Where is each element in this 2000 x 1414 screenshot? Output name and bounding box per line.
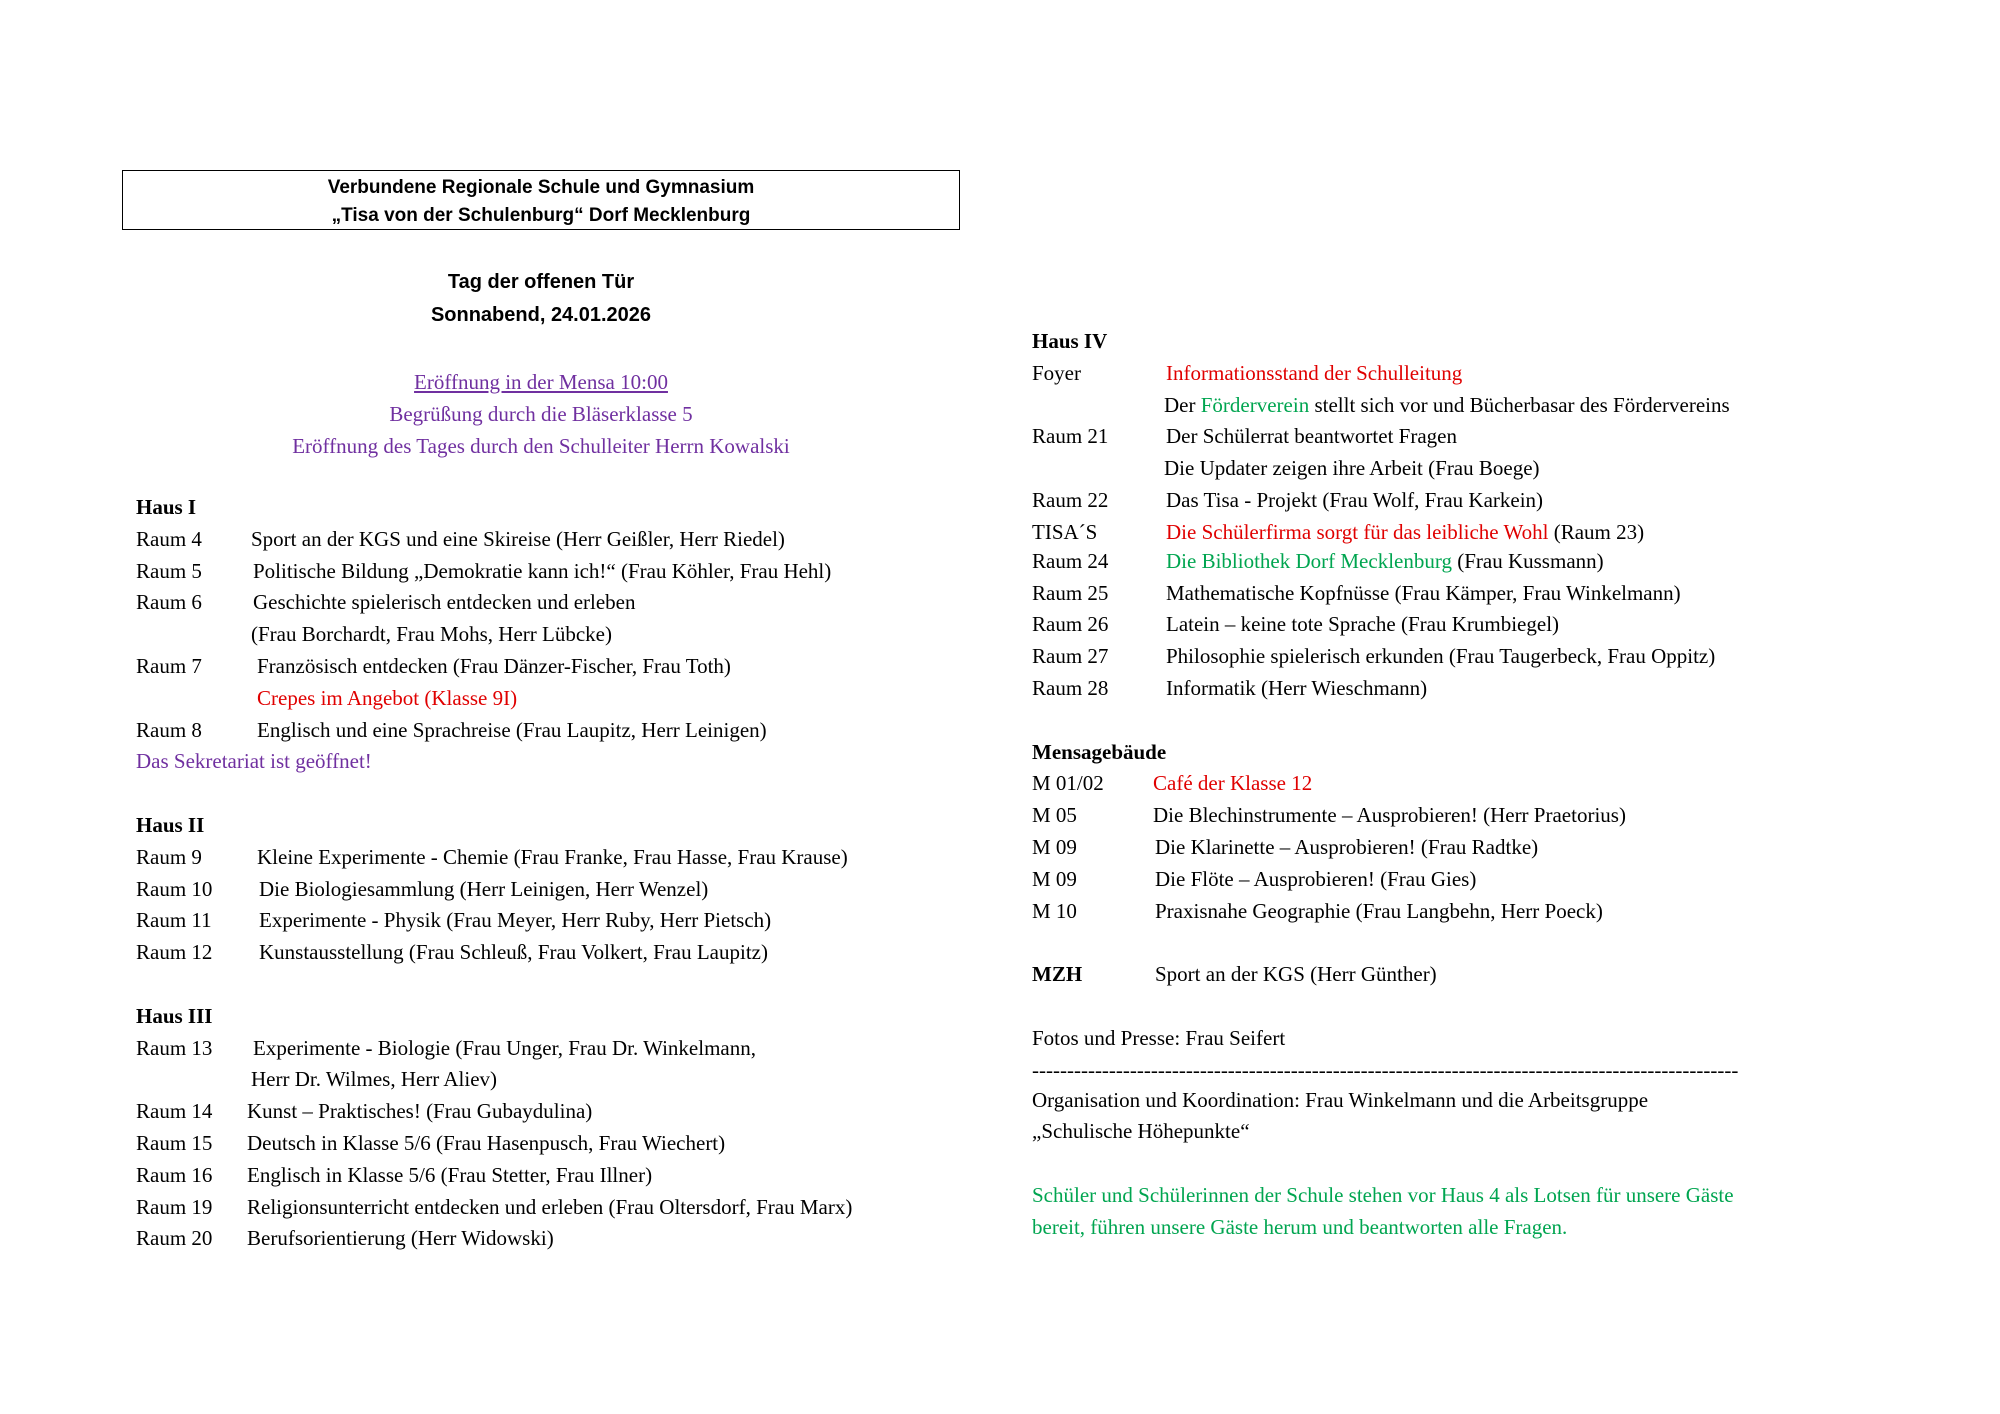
- room-label: Foyer: [1032, 360, 1081, 385]
- room-activity: Der Schülerrat beantwortet Fragen: [1166, 424, 1457, 449]
- room-label: Raum 16: [136, 1162, 213, 1187]
- room-activity: Praxisnahe Geographie (Frau Langbehn, Herr Poeck): [1155, 898, 1603, 923]
- program-row-continued: [136, 619, 996, 651]
- room-label: Raum 6: [136, 590, 202, 615]
- organisation-line2: „Schulische Höhepunkte“: [1032, 1119, 1250, 1144]
- room-activity: Politische Bildung „Demokratie kann ich!“ (Frau Köhler, Frau Hehl): [253, 558, 832, 583]
- program-row: [136, 905, 996, 937]
- haus2-heading: Haus II: [136, 812, 205, 837]
- program-row: [136, 556, 996, 588]
- mzh-heading: MZH: [1032, 962, 1083, 987]
- program-row: [1032, 609, 1932, 641]
- lotsen-note-line1: Schüler und Schülerinnen der Schule stehen vor Haus 4 als Lotsen für unsere Gäste: [1032, 1182, 1734, 1207]
- schuelerfirma-highlight: Die Schülerfirma sorgt für das leibliche Wohl: [1166, 519, 1549, 544]
- room-label: Raum 15: [136, 1130, 213, 1155]
- room-label: Raum 22: [1032, 487, 1109, 512]
- room-activity: Religionsunterricht entdecken und erleben (Frau Oltersdorf, Frau Marx): [247, 1194, 853, 1219]
- room-label: M 09: [1032, 866, 1077, 891]
- program-row: [136, 1096, 996, 1128]
- room-activity: Die Updater zeigen ihre Arbeit (Frau Boege): [1164, 456, 1540, 481]
- room-label: M 10: [1032, 898, 1077, 923]
- room-label: Raum 11: [136, 908, 212, 933]
- room-label: Raum 8: [136, 717, 202, 742]
- room-activity: Französisch entdecken (Frau Dänzer-Fischer, Frau Toth): [257, 653, 731, 678]
- room-activity: [1164, 390, 1730, 422]
- program-row-continued: [1032, 390, 1932, 422]
- sekretariat-note: Das Sekretariat ist geöffnet!: [136, 749, 372, 774]
- text-segment: stellt sich vor und Bücherbasar des Fördervereins: [1309, 392, 1730, 417]
- program-row: [136, 1160, 996, 1192]
- program-row: [1032, 768, 1932, 800]
- program-row: [1032, 832, 1932, 864]
- event-title: [122, 266, 960, 332]
- room-label: Raum 5: [136, 558, 202, 583]
- program-row: [136, 1192, 996, 1224]
- room-label: M 09: [1032, 834, 1077, 859]
- room-activity: Deutsch in Klasse 5/6 (Frau Hasenpusch, Frau Wiechert): [247, 1130, 726, 1155]
- room-activity: Experimente - Biologie (Frau Unger, Frau Dr. Winkelmann,: [253, 1035, 756, 1060]
- room-activity: Englisch in Klasse 5/6 (Frau Stetter, Frau Illner): [247, 1162, 653, 1187]
- room-activity: Das Tisa - Projekt (Frau Wolf, Frau Karkein): [1166, 487, 1544, 512]
- program-row: [136, 651, 996, 683]
- room-activity: Die Biologiesammlung (Herr Leinigen, Herr Wenzel): [259, 876, 709, 901]
- fotos-presse: Fotos und Presse: Frau Seifert: [1032, 1025, 1286, 1050]
- event-name: Tag der offenen Tür: [447, 271, 635, 293]
- room-label: Raum 13: [136, 1035, 213, 1060]
- room-label: Raum 21: [1032, 424, 1109, 449]
- program-row: [1032, 959, 1932, 991]
- school-name-line1: Verbundene Regionale Schule und Gymnasium: [327, 177, 755, 198]
- room-activity: Die Blechinstrumente – Ausprobieren! (Herr Praetorius): [1153, 803, 1626, 828]
- program-row-continued: [1032, 453, 1932, 485]
- room-activity: Die Flöte – Ausprobieren! (Frau Gies): [1155, 866, 1477, 891]
- program-row: [1032, 358, 1932, 390]
- program-row: [136, 937, 996, 969]
- school-name-box: [122, 170, 960, 230]
- text-segment: Der: [1164, 392, 1201, 417]
- room-label: Raum 9: [136, 844, 202, 869]
- room-activity: [1166, 517, 1644, 549]
- program-row: [1032, 421, 1932, 453]
- room-activity: Mathematische Kopfnüsse (Frau Kämper, Frau Winkelmann): [1166, 580, 1681, 605]
- room-activity: (Frau Borchardt, Frau Mohs, Herr Lübcke): [251, 622, 612, 647]
- program-row: [136, 874, 996, 906]
- text-segment: (Raum 23): [1548, 519, 1645, 544]
- room-label: TISA´S: [1032, 519, 1098, 544]
- room-label: M 01/02: [1032, 771, 1104, 796]
- room-activity: [1166, 546, 1604, 578]
- program-row: [136, 587, 996, 619]
- program-row: [1032, 896, 1932, 928]
- program-row: [1032, 864, 1932, 896]
- room-label: Raum 19: [136, 1194, 213, 1219]
- room-label: Raum 7: [136, 653, 202, 678]
- room-activity-highlight: Crepes im Angebot (Klasse 9I): [257, 685, 518, 710]
- program-row: [136, 524, 996, 556]
- haus3-heading: Haus III: [136, 1003, 213, 1028]
- room-activity: Experimente - Physik (Frau Meyer, Herr Ruby, Herr Pietsch): [259, 908, 772, 933]
- program-row: [136, 842, 996, 874]
- room-activity: Englisch und eine Sprachreise (Frau Laupitz, Herr Leinigen): [257, 717, 767, 742]
- room-label: M 05: [1032, 803, 1077, 828]
- room-label: Raum 28: [1032, 675, 1109, 700]
- opening-line1: Eröffnung in der Mensa 10:00: [414, 370, 668, 394]
- opening-line3: Eröffnung des Tages durch den Schulleiter Herrn Kowalski: [292, 434, 790, 458]
- left-column: [136, 492, 996, 1255]
- room-activity: Kunst – Praktisches! (Frau Gubaydulina): [247, 1099, 593, 1124]
- room-activity: Geschichte spielerisch entdecken und erleben: [253, 590, 636, 615]
- room-activity: Kleine Experimente - Chemie (Frau Franke, Frau Hasse, Frau Krause): [257, 844, 848, 869]
- organisation-line1: Organisation und Koordination: Frau Winkelmann und die Arbeitsgruppe: [1032, 1087, 1649, 1112]
- opening-line2: Begrüßung durch die Bläserklasse 5: [389, 402, 693, 426]
- program-row: [136, 1128, 996, 1160]
- divider-line: -----------------------------------------------------------------------------------------------------: [1032, 1057, 1739, 1082]
- program-row: [1032, 641, 1932, 673]
- room-label: Raum 10: [136, 876, 213, 901]
- room-label: Raum 4: [136, 526, 202, 551]
- room-activity: Sport an der KGS und eine Skireise (Herr Geißler, Herr Riedel): [251, 526, 785, 551]
- school-name-line2: „Tisa von der Schulenburg“ Dorf Mecklenburg: [331, 205, 751, 226]
- opening-section: [122, 366, 960, 462]
- haus4-heading: Haus IV: [1032, 329, 1108, 353]
- program-row: [136, 715, 996, 747]
- room-label: Raum 14: [136, 1099, 213, 1124]
- room-label: Raum 27: [1032, 644, 1109, 669]
- room-activity-highlight: Café der Klasse 12: [1153, 771, 1313, 796]
- event-date: Sonnabend, 24.01.2026: [430, 304, 652, 326]
- program-row-continued: [136, 1064, 996, 1096]
- room-label: Raum 26: [1032, 612, 1109, 637]
- room-activity: Berufsorientierung (Herr Widowski): [247, 1226, 554, 1251]
- bibliothek-highlight: Die Bibliothek Dorf Mecklenburg: [1166, 548, 1452, 573]
- room-activity-highlight: Informationsstand der Schulleitung: [1166, 360, 1463, 385]
- text-segment: (Frau Kussmann): [1451, 548, 1604, 573]
- program-row: [1032, 546, 1932, 578]
- program-row: [1032, 673, 1932, 705]
- program-row: [136, 1033, 996, 1065]
- room-activity: Philosophie spielerisch erkunden (Frau Taugerbeck, Frau Oppitz): [1166, 644, 1716, 669]
- haus1-heading: Haus I: [136, 495, 197, 519]
- room-label: Raum 12: [136, 940, 213, 965]
- program-row: [1032, 485, 1932, 517]
- right-column: [1032, 326, 1932, 1244]
- program-row: [1032, 517, 1932, 546]
- foerderverein-highlight: Förderverein: [1200, 392, 1310, 417]
- lotsen-note-line2: bereit, führen unsere Gäste herum und beantworten alle Fragen.: [1032, 1214, 1568, 1239]
- room-activity: Informatik (Herr Wieschmann): [1166, 675, 1428, 700]
- program-row: [136, 1223, 996, 1255]
- program-row: [1032, 578, 1932, 610]
- room-activity: Latein – keine tote Sprache (Frau Krumbiegel): [1166, 612, 1560, 637]
- room-label: Raum 25: [1032, 580, 1109, 605]
- room-activity: Herr Dr. Wilmes, Herr Aliev): [251, 1067, 498, 1092]
- room-activity: Kunstausstellung (Frau Schleuß, Frau Volkert, Frau Laupitz): [259, 940, 768, 965]
- room-label: Raum 24: [1032, 548, 1109, 573]
- room-activity: Sport an der KGS (Herr Günther): [1155, 962, 1437, 987]
- program-row: [1032, 800, 1932, 832]
- mensa-heading: Mensagebäude: [1032, 739, 1167, 764]
- room-label: Raum 20: [136, 1226, 213, 1251]
- program-row-continued: [136, 683, 996, 715]
- room-activity: Die Klarinette – Ausprobieren! (Frau Radtke): [1155, 834, 1539, 859]
